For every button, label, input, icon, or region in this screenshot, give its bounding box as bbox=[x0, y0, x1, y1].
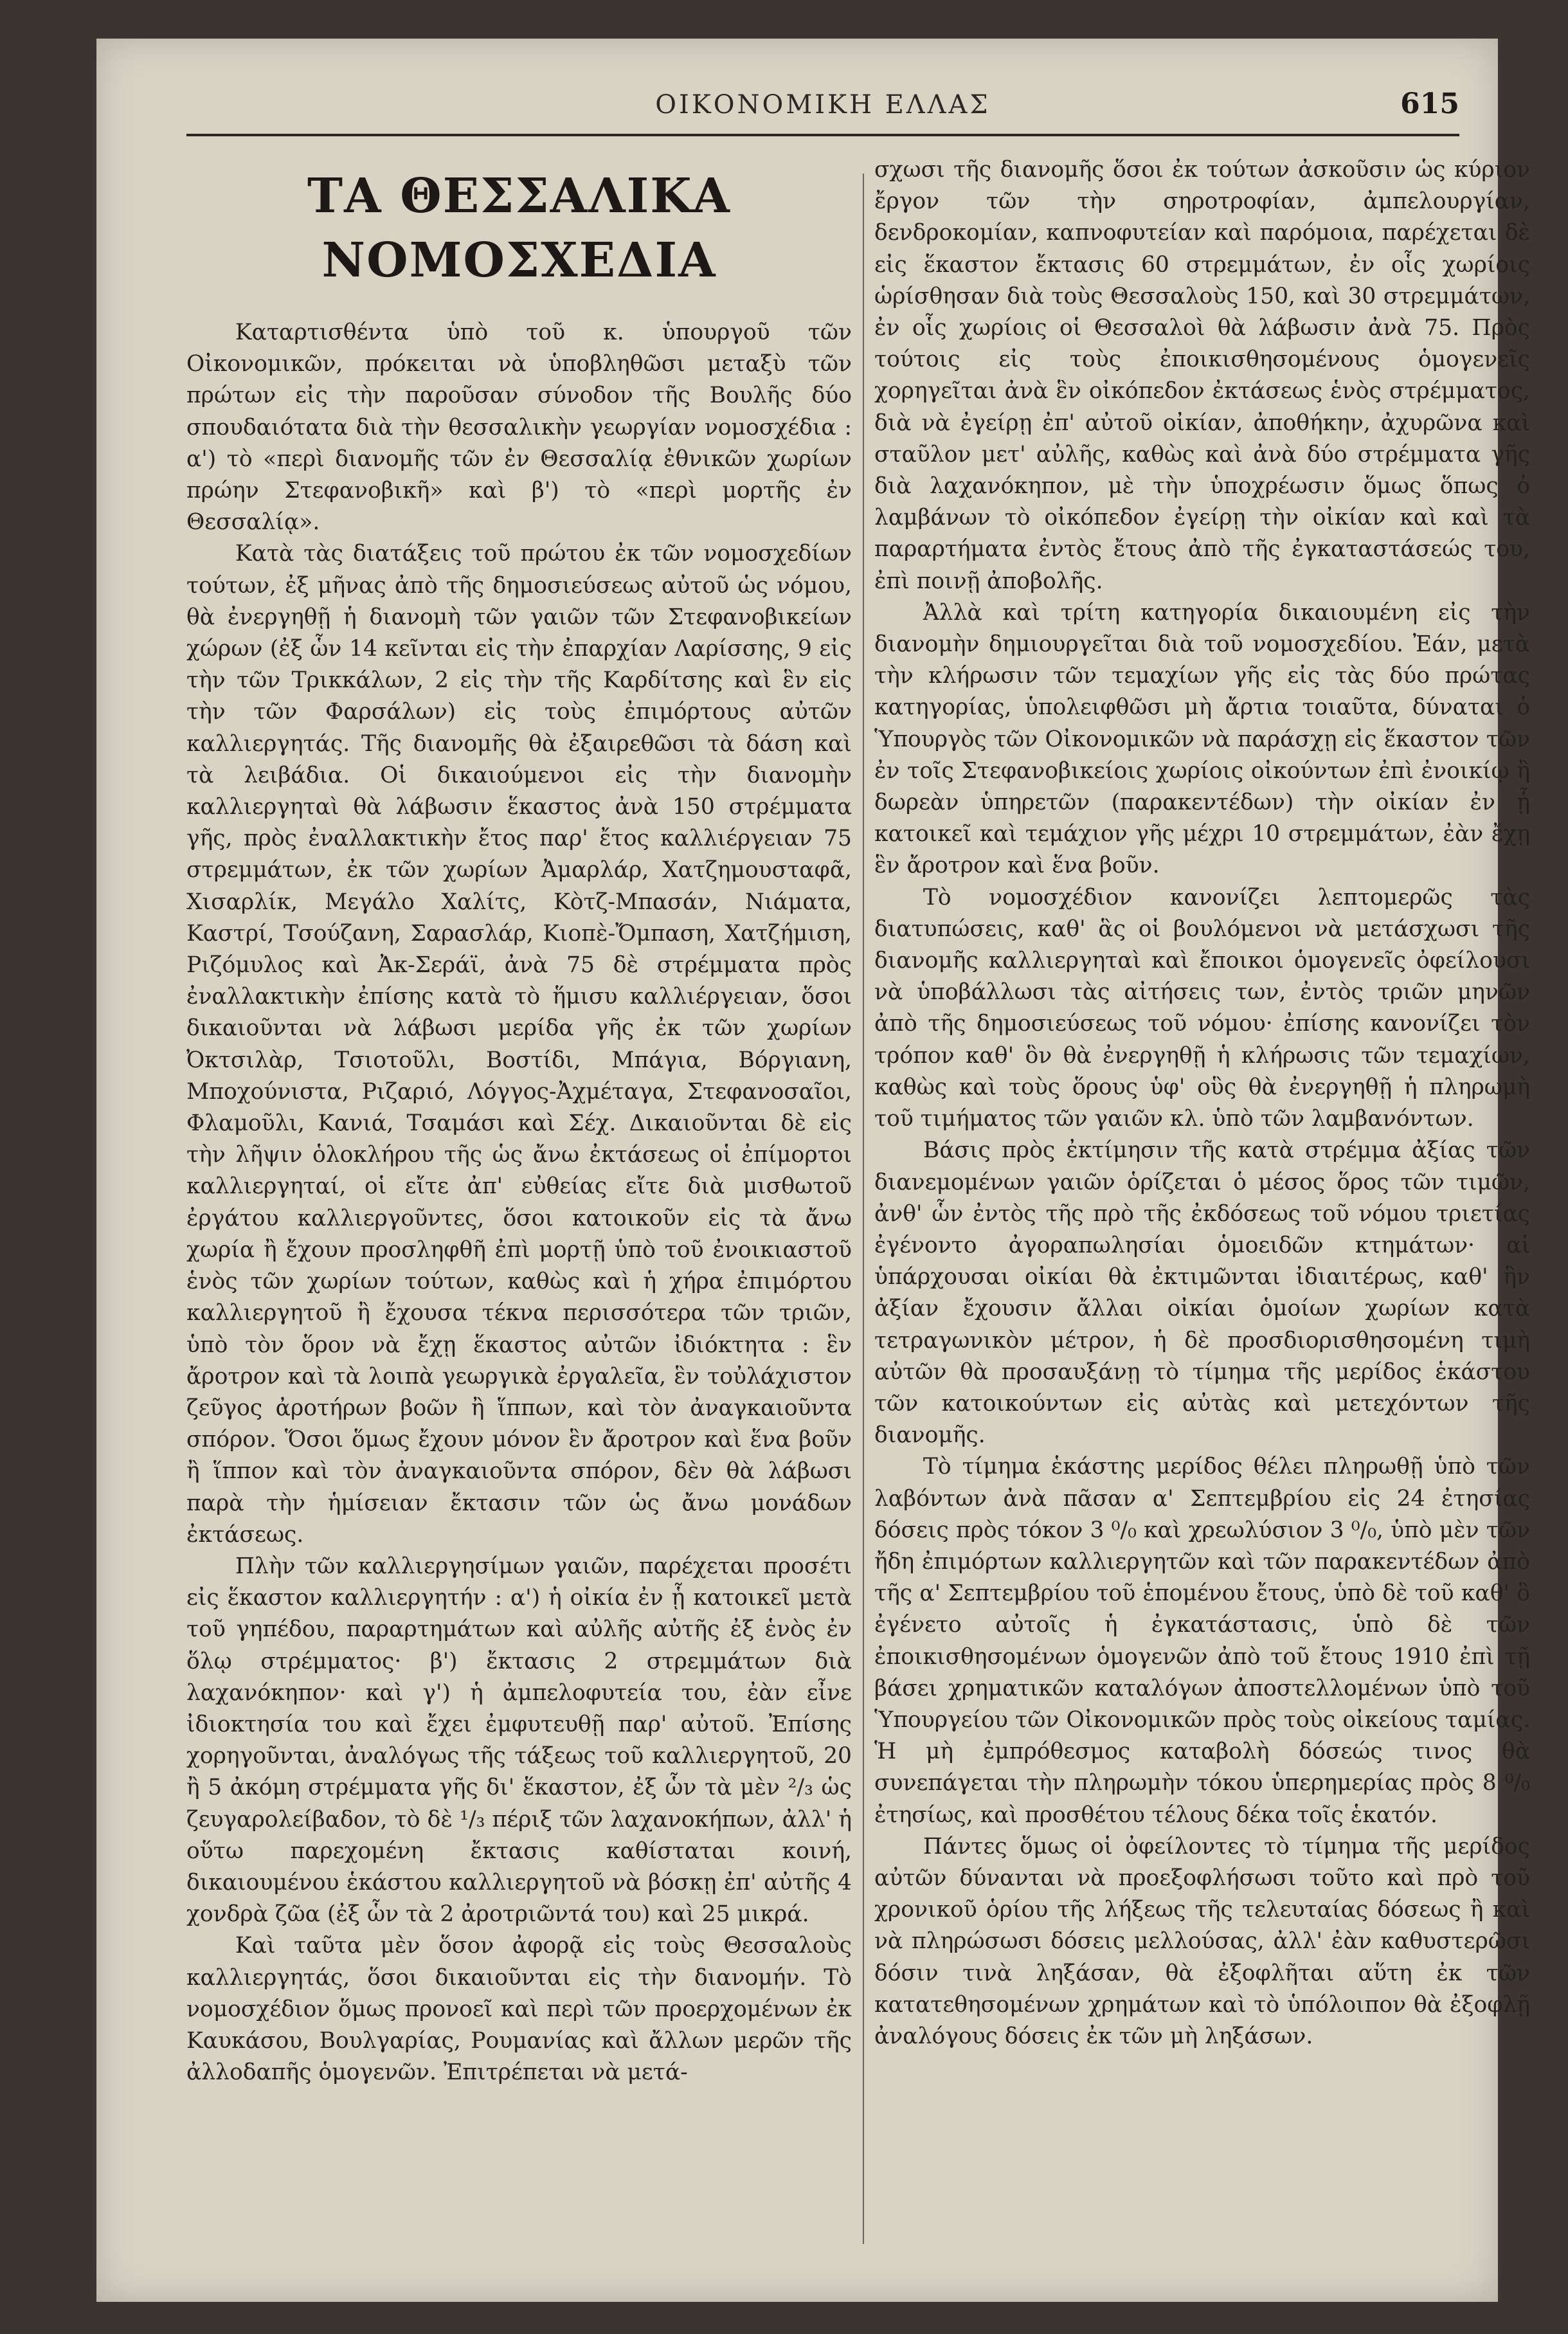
page-number: 615 bbox=[1400, 87, 1459, 120]
article-title: ΤΑ ΘΕΣΣΑΛΙΚΑ ΝΟΜΟΣΧΕΔΙΑ bbox=[307, 168, 731, 288]
journal-title: ΟΙΚΟΝΟΜΙΚΗ ΕΛΛΑΣ bbox=[655, 90, 991, 120]
paragraph: Βάσις πρὸς ἐκτίμησιν τῆς κατὰ στρέμμα ἀξίας τῶν διανεμομένων γαιῶν ὁρίζεται ὁ μέσος ὅρος τῶν τιμῶν, ἀνθ' ὧν ἐντὸς τῆς πρὸ τῆς ἐκδόσεως τοῦ νόμου τριετίας ἐγένοντο ἀγοραπωλησίαι ὁμοειδῶν κτημάτων· αἱ ὑπάρχουσαι οἰκίαι θὰ ἐκτιμῶνται ἰδιαιτέρως, καθ' ἣν ἀξίαν ἔχουσιν ἄλλαι οἰκίαι ὁμοίων χωρίων κατὰ τετραγωνικὸν μέτρον, ἡ δὲ προσδιορισθησομένη τιμὴ αὐτῶν θὰ προσαυξάνῃ τὸ τίμημα τῆς μερίδος ἑκάστου τῶν κατοικούντων εἰς αὐτὰς καὶ μετεχόντων τῆς διανομῆς. bbox=[874, 1137, 1530, 1449]
header-rule bbox=[186, 134, 1459, 136]
running-head bbox=[186, 87, 1459, 135]
paragraph: Καταρτισθέντα ὑπὸ τοῦ κ. ὑπουργοῦ τῶν Οἰκονομικῶν, πρόκειται νὰ ὑποβληθῶσι μεταξὺ τῶν πρώτων εἰς τὴν παροῦσαν σύνοδον τῆς Βουλῆς δύο σπουδαιότατα διὰ τὴν θεσσαλικὴν γεωργίαν νομοσχέδια : α') τὸ «περὶ διανομῆς τῶν ἐν Θεσσαλίᾳ ἐθνικῶν χωρίων πρώην Στεφανοβικῆ» καὶ β') τὸ «περὶ μορτῆς ἐν Θεσσαλίᾳ». bbox=[186, 320, 852, 536]
paragraph: Καὶ ταῦτα μὲν ὅσον ἀφορᾷ εἰς τοὺς Θεσσαλοὺς καλλιεργητάς, ὅσοι δικαιοῦνται εἰς τὴν διανομήν. Τὸ νομοσχέδιον ὅμως προνοεῖ καὶ περὶ τῶν προερχομένων ἐκ Καυκάσου, Βουλγαρίας, Ρουμανίας καὶ ἄλλων μερῶν τῆς ἀλλοδαπῆς ὁμογενῶν. Ἐπιτρέπεται νὰ μετά- bbox=[186, 1933, 852, 2086]
right-column bbox=[874, 154, 1530, 2052]
paragraph: Ἀλλὰ καὶ τρίτη κατηγορία δικαιουμένη εἰς τὴν διανομὴν δημιουργεῖται διὰ τοῦ νομοσχεδίου. Ἐάν, μετὰ τὴν κλήρωσιν τῶν τεμαχίων γῆς εἰς τὰς δύο πρώτας κατηγορίας, ὑπολειφθῶσι μὴ ἄρτια τοιαῦτα, δύναται ὁ Ὑπουργὸς τῶν Οἰκονομικῶν νὰ παράσχῃ εἰς ἕκαστον τῶν ἐν τοῖς Στεφανοβικείοις χωρίοις οἰκούντων ἐπὶ ἐνοικίῳ ἢ δωρεὰν ὑπηρετῶν (παρακεντέδων) τὴν οἰκίαν ἐν ᾗ κατοικεῖ καὶ τεμάχιον γῆς μέχρι 10 στρεμμάτων, ἐὰν ἔχῃ ἓν ἄροτρον καὶ ἕνα βοῦν. bbox=[874, 599, 1530, 879]
paragraph: σχωσι τῆς διανομῆς ὅσοι ἐκ τούτων ἀσκοῦσιν ὡς κύριον ἔργον τῶν τὴν σηροτροφίαν, ἀμπελουργίαν, δενδροκομίαν, καπνοφυτείαν καὶ παρόμοια, παρέχεται δὲ εἰς ἕκαστον ἔκτασις 60 στρεμμάτων, ἐν οἷς χωρίοις ὡρίσθησαν διὰ τοὺς Θεσσαλοὺς 150, καὶ 30 στρεμμάτων, ἐν οἷς χωρίοις οἱ Θεσσαλοὶ θὰ λάβωσιν ἀνὰ 75. Πρὸς τούτοις εἰς τοὺς ἐποικισθησομένους ὁμογενεῖς χορηγεῖται ἀνὰ ἓν οἰκόπεδον ἐκτάσεως ἑνὸς στρέμματος, διὰ νὰ ἐγείρῃ ἐπ' αὐτοῦ οἰκίαν, ἀποθήκην, ἀχυρῶνα καὶ σταῦλον μετ' αὐλῆς, καθὼς καὶ ἀνὰ δύο στρέμματα γῆς διὰ λαχανόκηπον, μὲ τὴν ὑποχρέωσιν ὅμως ὅπως ὁ λαμβάνων τὸ οἰκόπεδον ἐγείρῃ τὴν οἰκίαν καὶ καὶ τὰ παραρτήματα ἐντὸς ἔτους ἀπὸ τῆς ἐγκαταστάσεώς του, ἐπὶ ποινῇ ἀποβολῆς. bbox=[874, 157, 1530, 594]
column-divider bbox=[863, 174, 864, 2244]
paragraph: Τὸ τίμημα ἑκάστης μερίδος θέλει πληρωθῇ ὑπὸ τῶν λαβόντων ἀνὰ πᾶσαν α' Σεπτεμβρίου εἰς 24 ἐτησίας δόσεις πρὸς τόκον 3 ⁰/₀ καὶ χρεωλύσιον 3 ⁰/₀, ὑπὸ μὲν τῶν ἤδη ἐπιμόρτων καλλιεργητῶν καὶ τῶν παρακεντέδων ἀπὸ τῆς α' Σεπτεμβρίου τοῦ ἑπομένου ἔτους, ὑπὸ δὲ τοῦ καθ' ὃ ἐγένετο αὐτοῖς ἡ ἐγκατάστασις, ὑπὸ δὲ τῶν ἐποικισθησομένων ὁμογενῶν ἀπὸ τοῦ ἔτους 1910 ἐπὶ τῇ βάσει χρηματικῶν καταλόγων ἀποστελλομένων ὑπὸ τοῦ Ὑπουργείου τῶν Οἰκονομικῶν πρὸς τοὺς οἰκείους ταμίας. Ἡ μὴ ἐμπρόθεσμος καταβολὴ δόσεώς τινος θὰ συνεπάγεται τὴν πληρωμὴν τόκου ὑπερημερίας πρὸς 8 ⁰/₀ ἐτησίως, καὶ προσθέτου τέλους δέκα τοῖς ἑκατόν. bbox=[874, 1454, 1530, 1828]
book-page bbox=[96, 39, 1530, 2302]
left-column bbox=[186, 151, 852, 2088]
paragraph: Κατὰ τὰς διατάξεις τοῦ πρώτου ἐκ τῶν νομοσχεδίων τούτων, ἐξ μῆνας ἀπὸ τῆς δημοσιεύσεως αὐτοῦ ὡς νόμου, θὰ ἐνεργηθῇ ἡ διανομὴ τῶν γαιῶν τῶν Στεφανοβικείων χώρων (ἐξ ὧν 14 κεῖνται εἰς τὴν ἐπαρχίαν Λαρίσσης, 9 εἰς τὴν τῶν Τρικκάλων, 2 εἰς τὴν τῆς Καρδίτσης καὶ ἓν εἰς τὴν τῶν Φαρσάλων) εἰς τοὺς ἐπιμόρτους αὐτῶν καλλιεργητάς. Τῆς διανομῆς θὰ ἐξαιρεθῶσι τὰ δάση καὶ τὰ λειβάδια. Οἱ δικαιούμενοι εἰς τὴν διανομὴν καλλιεργηταὶ θὰ λάβωσιν ἕκαστος ἀνὰ 150 στρέμματα γῆς, πρὸς ἐναλλακτικὴν ἔτος παρ' ἔτος καλλιέργειαν 75 στρεμμάτων, ἐκ τῶν χωρίων Ἀμαρλάρ, Χατζημουσταφᾶ, Χισαρλίκ, Μεγάλο Χαλίτς, Κὸτζ-Μπασάν, Νιάματα, Καστρί, Τσούζανη, Σαρασλάρ, Κιοπὲ-Ὄμπαση, Χατζήμιση, Ριζόμυλος καὶ Ἀκ-Σεράϊ, ἀνὰ 75 δὲ στρέμματα πρὸς ἐναλλακτικὴν ἐπίσης κατὰ τὸ ἥμισυ καλλιέργειαν, ὅσοι δικαιοῦνται νὰ λάβωσι μερίδα γῆς ἐκ τῶν χωρίων Ὀκτσιλὰρ, Τσιοτοῦλι, Βοστίδι, Μπάγια, Βόργιανη, Μποχούνιστα, Ριζαριό, Λόγγος-Ἀχμέταγα, Στεφανοσαῖοι, Φλαμοῦλι, Κανιά, Τσαμάσι καὶ Σέχ. Δικαιοῦνται δὲ εἰς τὴν λῆψιν ὁλοκλήρου τῆς ὡς ἄνω ἐκτάσεως οἱ ἐπίμορτοι καλλιεργηταί, οἱ εἴτε ἀπ' εὐθείας εἴτε διὰ μισθωτοῦ ἐργάτου καλλιεργοῦντες, ὅσοι κατοικοῦν εἰς τὰ ἄνω χωρία ἢ ἔχουν προσληφθῆ ἐπὶ μορτῇ ὑπὸ τοῦ ἐνοικιαστοῦ ἑνὸς τῶν χωρίων τούτων, καθὼς καὶ ἡ χήρα ἐπιμόρτου καλλιεργητοῦ ἢ ἔχουσα τέκνα περισσότερα τῶν τριῶν, ὑπὸ τὸν ὅρον νὰ ἔχῃ ἕκαστος αὐτῶν ἰδιόκτητα : ἓν ἄροτρον καὶ τὰ λοιπὰ γεωργικὰ ἐργαλεῖα, ἓν τοὐλάχιστον ζεῦγος ἀροτήρων βοῶν ἢ ἵππων, καὶ τὸν ἀναγκαιοῦντα σπόρον. Ὅσοι ὅμως ἔχουν μόνον ἓν ἄροτρον καὶ ἕνα βοῦν ἢ ἵππον καὶ τὸν ἀναγκαιοῦντα σπόρον, δὲν θὰ λάβωσι παρὰ τὴν ἡμίσειαν ἔκτασιν τῶν ὡς ἄνω μονάδων ἐκτάσεως. bbox=[186, 541, 852, 1548]
paragraph: Πλὴν τῶν καλλιεργησίμων γαιῶν, παρέχεται προσέτι εἰς ἕκαστον καλλιεργητήν : α') ἡ οἰκία ἐν ᾗ κατοικεῖ μετὰ τοῦ γηπέδου, παραρτημάτων καὶ αὐλῆς αὐτῆς ἐξ ἑνὸς ἐν ὅλῳ στρέμματος· β') ἔκτασις 2 στρεμμάτων διὰ λαχανόκηπον· καὶ γ') ἡ ἀμπελοφυτεία του, ἐὰν εἶνε ἰδιοκτησία του καὶ ἔχει ἐμφυτευθῇ παρ' αὐτοῦ. Ἐπίσης χορηγοῦνται, ἀναλόγως τῆς τάξεως τοῦ καλλιεργητοῦ, 20 ἢ 5 ἀκόμη στρέμματα γῆς δι' ἕκαστον, ἐξ ὧν τὰ μὲν ²/₃ ὡς ζευγαρολείβαδον, τὸ δὲ ¹/₃ πέριξ τῶν λαχανοκήπων, ἀλλ' ἡ οὕτω παρεχομένη ἔκτασις καθίσταται κοινή, δικαιουμένου ἑκάστου καλλιεργητοῦ νὰ βόσκῃ ἐπ' αὐτῆς 4 χονδρὰ ζῶα (ἐξ ὧν τὰ 2 ἀροτριῶντά του) καὶ 25 μικρά. bbox=[186, 1553, 852, 1928]
paragraph: Πάντες ὅμως οἱ ὀφείλοντες τὸ τίμημα τῆς μερίδος αὐτῶν δύνανται νὰ προεξοφλήσωσι τοῦτο καὶ πρὸ τοῦ χρονικοῦ ὁρίου τῆς λήξεως τῆς τελευταίας δόσεως ἢ καὶ νὰ πληρώσωσι δόσεις μελλούσας, ἀλλ' ἐὰν καθυστερῶσι δόσιν τινὰ ληξάσαν, θὰ ἐξοφλῆται αὕτη ἐκ τῶν κατατεθησομένων χρημάτων καὶ τὸ ὑπόλοιπον θὰ ἐξοφλῇ ἀναλόγους δόσεις ἐκ τῶν μὴ ληξάσων. bbox=[874, 1833, 1530, 2049]
paragraph: Τὸ νομοσχέδιον κανονίζει λεπτομερῶς τὰς διατυπώσεις, καθ' ἃς οἱ βουλόμενοι νὰ μετάσχωσι τῆς διανομῆς καλλιεργηταὶ καὶ ἔποικοι ὁμογενεῖς ὀφείλουσι νὰ ὑποβάλλωσι τὰς αἰτήσεις των, ἐντὸς τριῶν μηνῶν ἀπὸ τῆς δημοσιεύσεως τοῦ νόμου· ἐπίσης κανονίζει τὸν τρόπον καθ' ὃν θὰ ἐνεργηθῇ ἡ κλήρωσις τῶν τεμαχίων, καθὼς καὶ τοὺς ὅρους ὑφ' οὓς θὰ ἐνεργηθῇ ἡ πληρωμὴ τοῦ τιμήματος τῶν γαιῶν κλ. ὑπὸ τῶν λαμβανόντων. bbox=[874, 884, 1530, 1132]
